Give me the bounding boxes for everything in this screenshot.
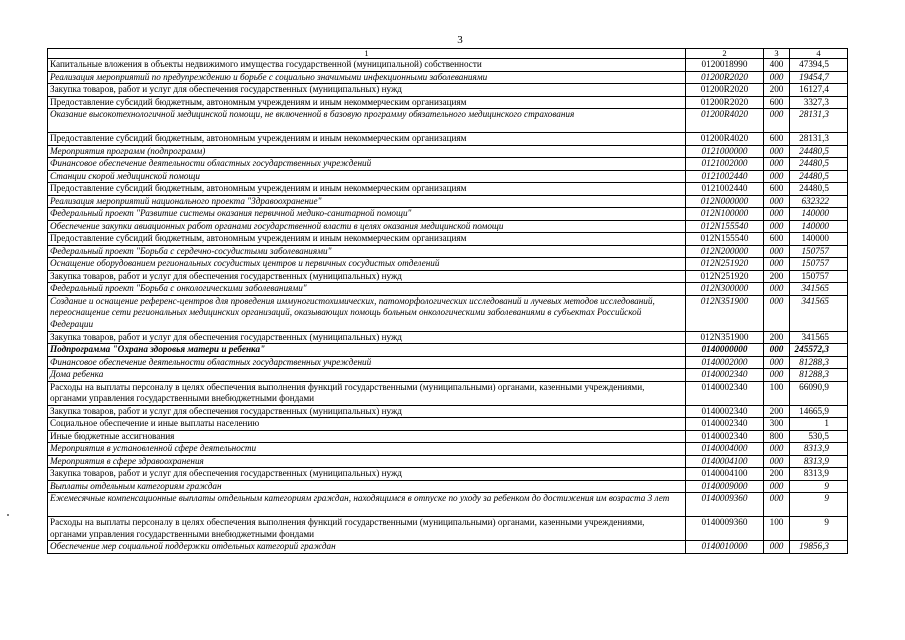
row-name: Дома ребенка	[48, 369, 686, 382]
row-name: Предоставление субсидий бюджетным, автономным учреждениям и иным некоммерческим организациям	[48, 233, 686, 246]
table-row	[48, 145, 848, 158]
row-expense-type: 800	[764, 430, 790, 443]
row-amount: 8313,9	[790, 443, 848, 456]
row-code: 0121002000	[686, 158, 764, 171]
row-amount: 19454,7	[790, 71, 848, 84]
row-code: 0140002340	[686, 430, 764, 443]
row-amount: 24480,5	[790, 158, 848, 171]
row-name: Предоставление субсидий бюджетным, автономным учреждениям и иным некоммерческим организациям	[48, 183, 686, 196]
table-row	[48, 245, 848, 258]
table-header-row	[48, 49, 848, 59]
row-name: Подпрограмма "Охрана здоровья матери и ребенка"	[48, 344, 686, 357]
table-row	[48, 183, 848, 196]
row-name: Мероприятия в установленной сфере деятельности	[48, 443, 686, 456]
table-row	[48, 96, 848, 109]
row-name: Мероприятия в сфере здравоохранения	[48, 455, 686, 468]
row-name: Мероприятия программ (подпрограмм)	[48, 145, 686, 158]
row-code: 012N351900	[686, 295, 764, 331]
row-code: 012N155540	[686, 233, 764, 246]
header-col-1: 1	[48, 49, 686, 59]
row-code: 012N155540	[686, 220, 764, 233]
table-row	[48, 71, 848, 84]
header-col-3: 3	[764, 49, 790, 59]
row-name: Оснащение оборудованием региональных сосудистых центров и первичных сосудистых отделений	[48, 258, 686, 271]
row-expense-type: 000	[764, 245, 790, 258]
row-expense-type: 600	[764, 96, 790, 109]
row-code: 01200R4020	[686, 133, 764, 146]
row-amount: 66090,9	[790, 381, 848, 405]
row-expense-type: 000	[764, 493, 790, 517]
row-name: Предоставление субсидий бюджетным, автономным учреждениям и иным некоммерческим организациям	[48, 133, 686, 146]
table-row	[48, 493, 848, 517]
row-name: Иные бюджетные ассигнования	[48, 430, 686, 443]
scan-speck	[7, 514, 9, 516]
row-code: 01200R2020	[686, 96, 764, 109]
row-expense-type: 600	[764, 183, 790, 196]
row-expense-type: 000	[764, 208, 790, 221]
row-expense-type: 100	[764, 381, 790, 405]
row-amount: 14665,9	[790, 405, 848, 418]
row-expense-type: 200	[764, 331, 790, 344]
row-code: 0120018990	[686, 59, 764, 72]
row-amount: 140000	[790, 208, 848, 221]
row-name: Ежемесячные компенсационные выплаты отдельным категориям граждан, находящимся в отпуске по уходу за ребенком до достижения им возраста 3 лет	[48, 493, 686, 517]
row-amount: 24480,5	[790, 145, 848, 158]
row-amount: 28131,3	[790, 109, 848, 133]
row-name: Обеспечение мер социальной поддержки отдельных категорий граждан	[48, 541, 686, 554]
row-code: 0140002000	[686, 356, 764, 369]
row-expense-type: 300	[764, 418, 790, 431]
row-expense-type: 000	[764, 541, 790, 554]
row-amount: 81288,3	[790, 356, 848, 369]
row-code: 0121000000	[686, 145, 764, 158]
table-row	[48, 381, 848, 405]
row-expense-type: 000	[764, 369, 790, 382]
row-code: 0140010000	[686, 541, 764, 554]
row-amount: 24480,5	[790, 183, 848, 196]
table-row	[48, 84, 848, 97]
table-row	[48, 369, 848, 382]
row-code: 01200R2020	[686, 84, 764, 97]
table-row	[48, 418, 848, 431]
table-row	[48, 258, 848, 271]
row-code: 012N251920	[686, 258, 764, 271]
table-row	[48, 109, 848, 133]
row-name: Расходы на выплаты персоналу в целях обеспечения выполнения функций государственными (муниципальными) органами, казенными учреждениями, органами управления государственными внебюджетными фондами	[48, 517, 686, 541]
row-code: 0140009360	[686, 517, 764, 541]
row-name: Закупка товаров, работ и услуг для обеспечения государственных (муниципальных) нужд	[48, 405, 686, 418]
row-expense-type: 000	[764, 220, 790, 233]
row-name: Реализация мероприятий по предупреждению и борьбе с социально значимыми инфекционными заболеваниями	[48, 71, 686, 84]
header-col-4: 4	[790, 49, 848, 59]
row-expense-type: 200	[764, 468, 790, 481]
row-name: Федеральный проект "Борьба с сердечно-сосудистыми заболеваниями"	[48, 245, 686, 258]
table-row	[48, 295, 848, 331]
row-expense-type: 100	[764, 517, 790, 541]
row-name: Обеспечение закупки авиационных работ органами государственной власти в целях оказания медицинской помощи	[48, 220, 686, 233]
row-amount: 1	[790, 418, 848, 431]
row-name: Федеральный проект "Борьба с онкологическими заболеваниями"	[48, 283, 686, 296]
row-amount: 24480,5	[790, 170, 848, 183]
row-code: 0140002340	[686, 369, 764, 382]
row-expense-type: 200	[764, 270, 790, 283]
row-expense-type: 000	[764, 145, 790, 158]
row-expense-type: 200	[764, 405, 790, 418]
table-row	[48, 59, 848, 72]
row-amount: 341565	[790, 295, 848, 331]
row-expense-type: 200	[764, 84, 790, 97]
row-amount: 150757	[790, 270, 848, 283]
row-code: 0140002340	[686, 418, 764, 431]
row-code: 012N200000	[686, 245, 764, 258]
table-row	[48, 480, 848, 493]
table-row	[48, 331, 848, 344]
row-expense-type: 600	[764, 233, 790, 246]
row-code: 01200R4020	[686, 109, 764, 133]
row-name: Создание и оснащение референс-центров для проведения иммуногистохимических, патоморфологических исследований и лучевых методов исследований, переоснащение сети региональных медицинских организаций, оказывающих помощь больным онкологическими заболеваниями в субъектах Российской Федерации	[48, 295, 686, 331]
row-expense-type: 000	[764, 295, 790, 331]
row-amount: 341565	[790, 283, 848, 296]
row-amount: 19856,3	[790, 541, 848, 554]
row-expense-type: 600	[764, 133, 790, 146]
row-amount: 9	[790, 480, 848, 493]
row-amount: 245572,3	[790, 344, 848, 357]
table-row	[48, 220, 848, 233]
row-code: 0140004100	[686, 468, 764, 481]
table-row	[48, 195, 848, 208]
row-code: 012N100000	[686, 208, 764, 221]
row-name: Закупка товаров, работ и услуг для обеспечения государственных (муниципальных) нужд	[48, 331, 686, 344]
row-amount: 47394,5	[790, 59, 848, 72]
row-code: 012N351900	[686, 331, 764, 344]
row-expense-type: 000	[764, 170, 790, 183]
row-amount: 16127,4	[790, 84, 848, 97]
row-expense-type: 000	[764, 258, 790, 271]
row-code: 0140009360	[686, 493, 764, 517]
table-row	[48, 344, 848, 357]
row-name: Закупка товаров, работ и услуг для обеспечения государственных (муниципальных) нужд	[48, 84, 686, 97]
table-row	[48, 133, 848, 146]
table-row	[48, 430, 848, 443]
row-name: Федеральный проект "Развитие системы оказания первичной медико-санитарной помощи"	[48, 208, 686, 221]
row-code: 0121002440	[686, 183, 764, 196]
table-row	[48, 270, 848, 283]
row-code: 0140009000	[686, 480, 764, 493]
row-code: 0121002440	[686, 170, 764, 183]
row-expense-type: 000	[764, 455, 790, 468]
row-amount: 530,5	[790, 430, 848, 443]
row-amount: 140000	[790, 233, 848, 246]
row-name: Станции скорой медицинской помощи	[48, 170, 686, 183]
row-expense-type: 000	[764, 480, 790, 493]
row-expense-type: 000	[764, 283, 790, 296]
table-row	[48, 405, 848, 418]
row-name: Реализация мероприятий национального проекта "Здравоохранение"	[48, 195, 686, 208]
table-row	[48, 356, 848, 369]
row-name: Расходы на выплаты персоналу в целях обеспечения выполнения функций государственными (муниципальными) органами, казенными учреждениями, органами управления государственными внебюджетными фондами	[48, 381, 686, 405]
row-code: 0140004100	[686, 455, 764, 468]
row-amount: 8313,9	[790, 455, 848, 468]
row-code: 01200R2020	[686, 71, 764, 84]
table-row	[48, 158, 848, 171]
row-expense-type: 400	[764, 59, 790, 72]
row-amount: 8313,9	[790, 468, 848, 481]
row-amount: 3327,3	[790, 96, 848, 109]
table-row	[48, 443, 848, 456]
row-expense-type: 000	[764, 344, 790, 357]
row-code: 0140002340	[686, 381, 764, 405]
row-amount: 341565	[790, 331, 848, 344]
row-expense-type: 000	[764, 195, 790, 208]
row-name: Выплаты отдельным категориям граждан	[48, 480, 686, 493]
row-name: Капитальные вложения в объекты недвижимого имущества государственной (муниципальной) собственности	[48, 59, 686, 72]
row-expense-type: 000	[764, 109, 790, 133]
table-row	[48, 541, 848, 554]
row-expense-type: 000	[764, 356, 790, 369]
row-amount: 9	[790, 517, 848, 541]
budget-table	[47, 48, 848, 554]
row-code: 012N000000	[686, 195, 764, 208]
row-name: Предоставление субсидий бюджетным, автономным учреждениям и иным некоммерческим организациям	[48, 96, 686, 109]
table-row	[48, 283, 848, 296]
row-expense-type: 000	[764, 71, 790, 84]
table-row	[48, 233, 848, 246]
row-amount: 81288,3	[790, 369, 848, 382]
page-number: 3	[457, 34, 463, 46]
row-name: Закупка товаров, работ и услуг для обеспечения государственных (муниципальных) нужд	[48, 270, 686, 283]
row-code: 0140002340	[686, 405, 764, 418]
row-code: 0140000000	[686, 344, 764, 357]
table-row	[48, 208, 848, 221]
header-col-2: 2	[686, 49, 764, 59]
row-code: 012N251920	[686, 270, 764, 283]
row-amount: 9	[790, 493, 848, 517]
row-amount: 632322	[790, 195, 848, 208]
table-row	[48, 468, 848, 481]
row-amount: 140000	[790, 220, 848, 233]
row-name: Финансовое обеспечение деятельности областных государственных учреждений	[48, 356, 686, 369]
row-code: 012N300000	[686, 283, 764, 296]
row-amount: 28131,3	[790, 133, 848, 146]
row-name: Оказание высокотехнологичной медицинской помощи, не включенной в базовую программу обязательного медицинского страхования	[48, 109, 686, 133]
row-amount: 150757	[790, 258, 848, 271]
row-name: Социальное обеспечение и иные выплаты населению	[48, 418, 686, 431]
table-row	[48, 455, 848, 468]
table-row	[48, 170, 848, 183]
row-expense-type: 000	[764, 443, 790, 456]
row-name: Финансовое обеспечение деятельности областных государственных учреждений	[48, 158, 686, 171]
row-amount: 150757	[790, 245, 848, 258]
row-name: Закупка товаров, работ и услуг для обеспечения государственных (муниципальных) нужд	[48, 468, 686, 481]
table-row	[48, 517, 848, 541]
row-code: 0140004000	[686, 443, 764, 456]
row-expense-type: 000	[764, 158, 790, 171]
